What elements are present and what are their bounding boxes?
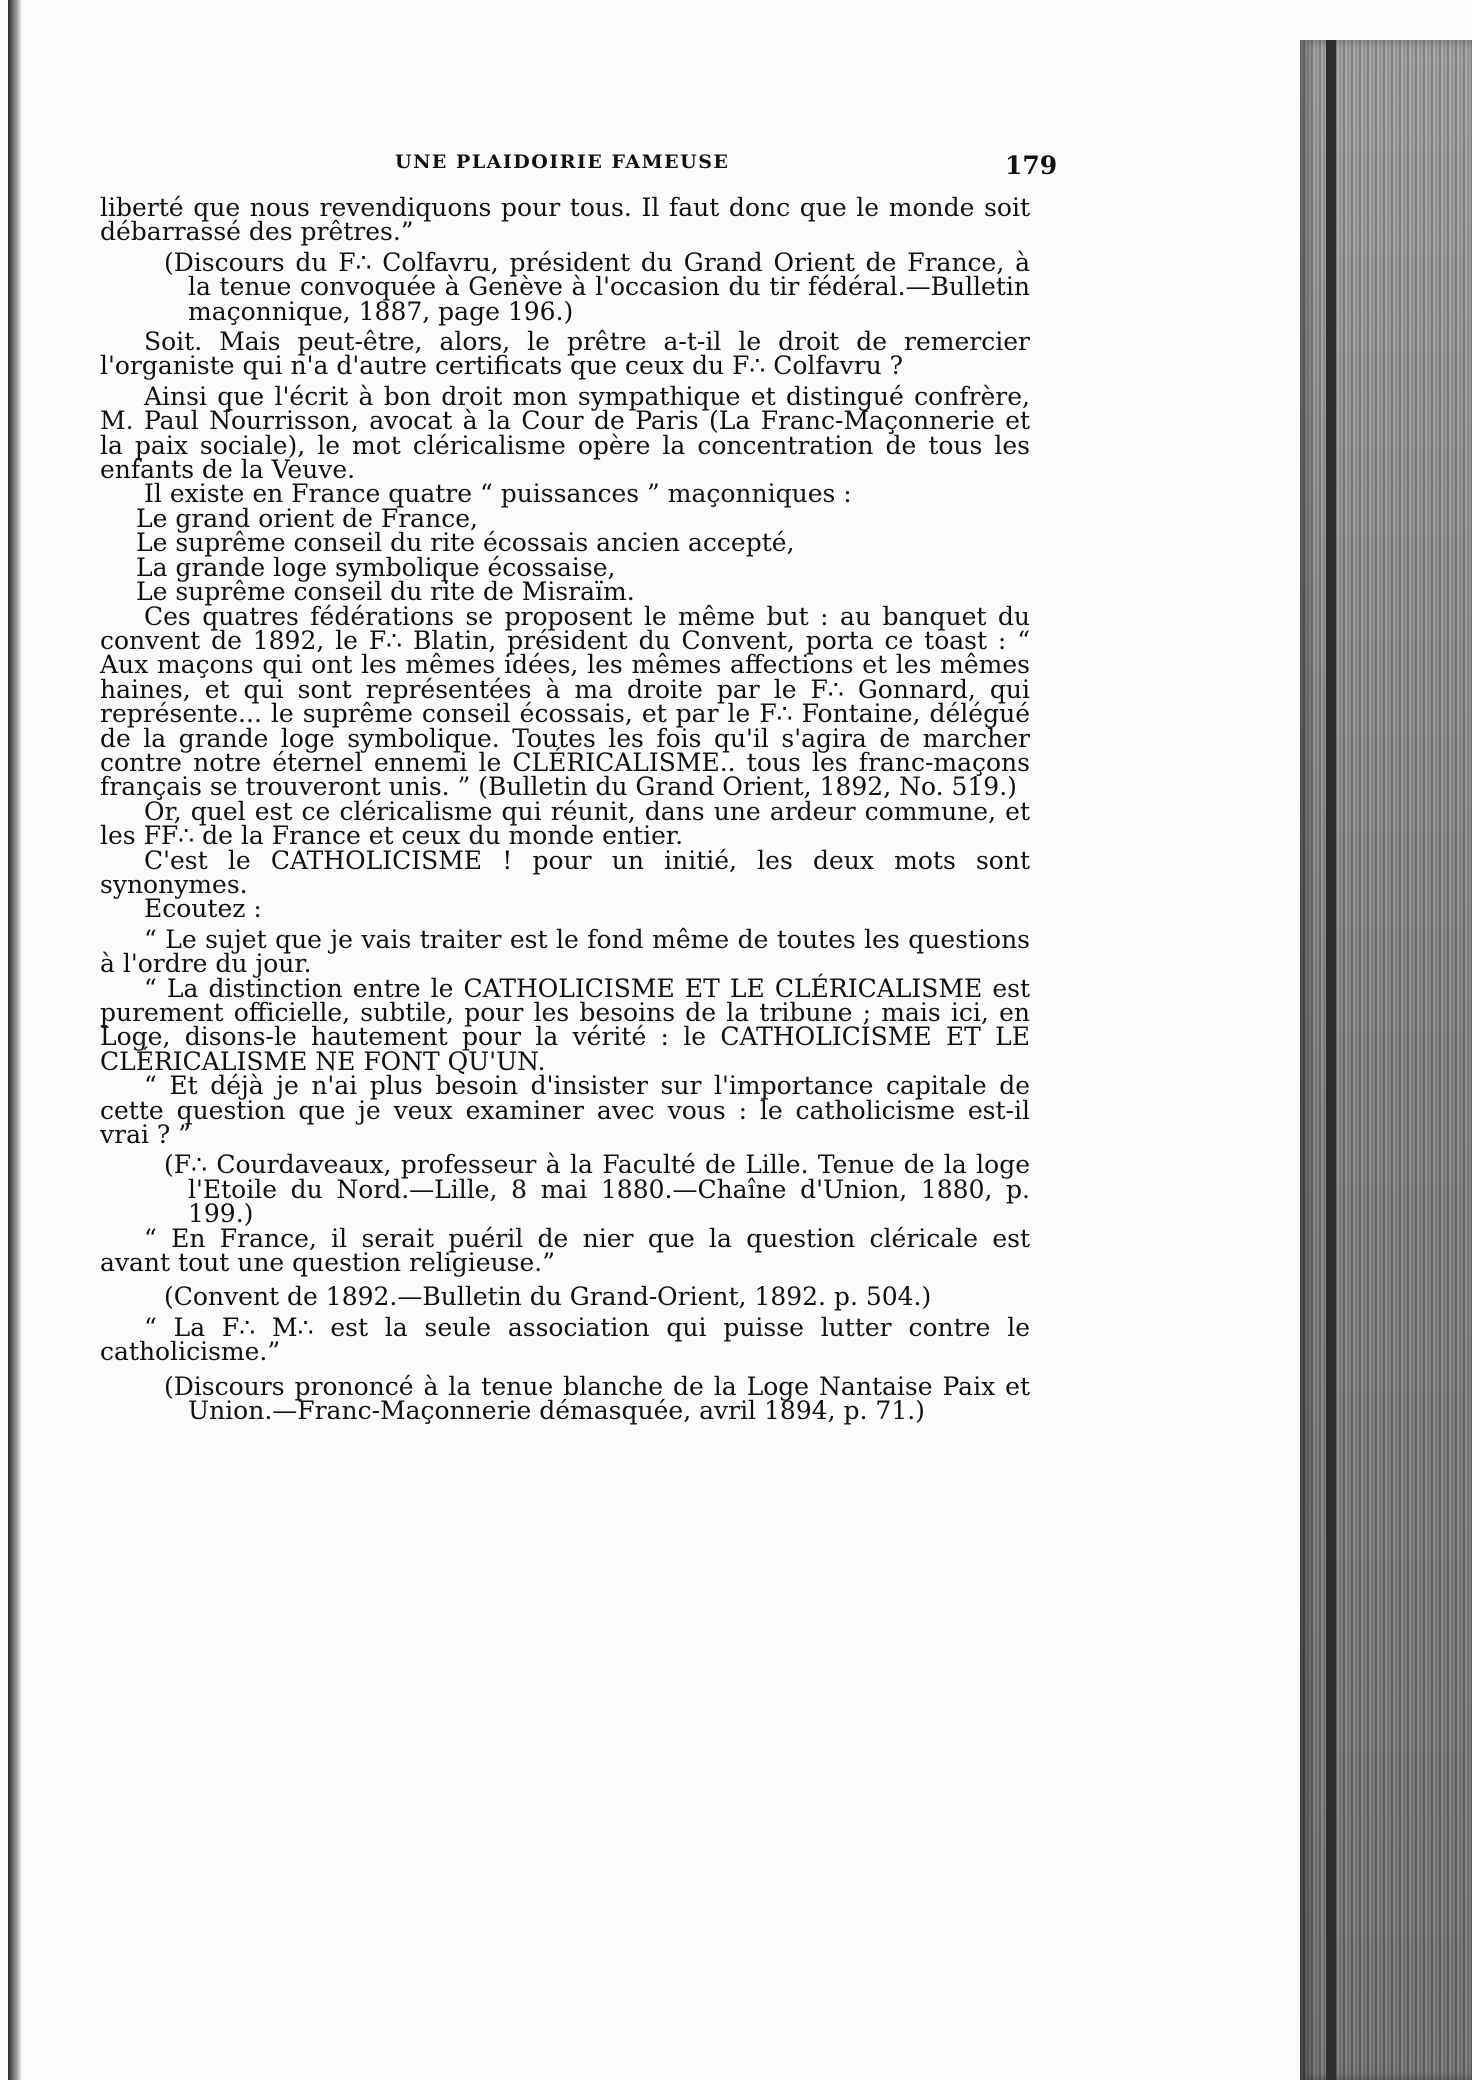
paragraph: Ecoutez :: [144, 894, 262, 924]
paragraph: Ainsi que l'écrit à bon droit mon sympathique et distingué confrère, M. Paul Nourrisson, avocat à la Cour de Paris (La Franc-Maçonnerie et la paix sociale), le mot cléricalisme opère la concentration de tous les enfants de la Veuve.: [100, 381, 1030, 485]
list-item: Le suprême conseil du rite écossais ancien accepté,: [136, 528, 795, 558]
quotation: “ Et déjà je n'ai plus besoin d'insister sur l'importance capitale de cette question que je veux examiner avec vous : le catholicisme est-il vrai ? ”: [100, 1071, 1030, 1150]
citation: (Discours du F∴ Colfavru, président du Grand Orient de France, à la tenue convoquée à Genève à l'occasion du tir fédéral.—Bulletin maçonnique, 1887, page 196.): [164, 247, 1030, 326]
quotation: “ En France, il serait puéril de nier que la question cléricale est avant tout une question religieuse.”: [100, 1223, 1030, 1278]
citation: (Convent de 1892.—Bulletin du Grand-Orient, 1892. p. 504.): [164, 1282, 932, 1312]
citation: (Discours prononcé à la tenue blanche de la Loge Nantaise Paix et Union.—Franc-Maçonnerie démasquée, avril 1894, p. 71.): [164, 1371, 1030, 1426]
quotation: “ La F∴ M∴ est la seule association qui puisse lutter contre le catholicisme.”: [100, 1312, 1030, 1367]
running-title: UNE PLAIDOIRIE FAMEUSE: [395, 151, 730, 173]
page-text: [100, 150, 1058, 1426]
paragraph: Or, quel est ce cléricalisme qui réunit, dans une ardeur commune, et les FF∴ de la France et ceux du monde entier.: [100, 796, 1030, 851]
list-item: Le grand orient de France,: [136, 503, 478, 533]
paragraph: liberté que nous revendiquons pour tous. Il faut donc que le monde soit débarrassé des prêtres.”: [100, 193, 1030, 247]
page-number: 179: [1005, 151, 1058, 180]
paragraph: C'est le CATHOLICISME ! pour un initié, les deux mots sont synonymes.: [100, 845, 1030, 899]
page-edge-shadow: [1326, 40, 1336, 2080]
list-item: Le suprême conseil du rite de Misraïm.: [136, 577, 635, 607]
quotation: “ Le sujet que je vais traiter est le fond même de toutes les questions à l'ordre du jour.: [100, 924, 1030, 979]
paragraph: Ces quatres fédérations se proposent le même but : au banquet du convent de 1892, le F∴ Blatin, président du Convent, porta ce toast : “ Aux maçons qui ont les mêmes idées, les mêmes affections et les mêmes haines, et qui sont représentées à ma droite par le F∴ Gonnard, qui représente... le suprême conseil écossais, et par le F∴ Fontaine, délégué de la grande loge symbolique. Toutes les fois qu'il s'agira de marcher contre notre éternel ennemi le CLÉRICALISME.. tous les franc-maçons français se trouveront unis. ” (Bulletin du Grand Orient, 1892, No. 519.): [100, 601, 1030, 802]
paragraph: Il existe en France quatre “ puissances ” maçonniques :: [144, 479, 852, 509]
page-gutter-shadow: [8, 0, 22, 2080]
quotation: “ La distinction entre le CATHOLICISME ET LE CLÉRICALISME est purement officielle, subtile, pour les besoins de la tribune ; mais ici, en Loge, disons-le hautement pour la vérité : le CATHOLICISME ET LE CLÉRICALISME NE FONT QU'UN.: [100, 973, 1030, 1076]
paragraph: Soit. Mais peut-être, alors, le prêtre a-t-il le droit de remercier l'organiste qui n'a d'autre certificats que ceux du F∴ Colfavru ?: [100, 327, 1030, 381]
page-header: [100, 150, 1058, 196]
list-item: La grande loge symbolique écossaise,: [136, 552, 616, 582]
citation: (F∴ Courdaveaux, professeur à la Faculté de Lille. Tenue de la loge l'Etoile du Nord.—Lille, 8 mai 1880.—Chaîne d'Union, 1880, p. 199.): [164, 1150, 1030, 1229]
